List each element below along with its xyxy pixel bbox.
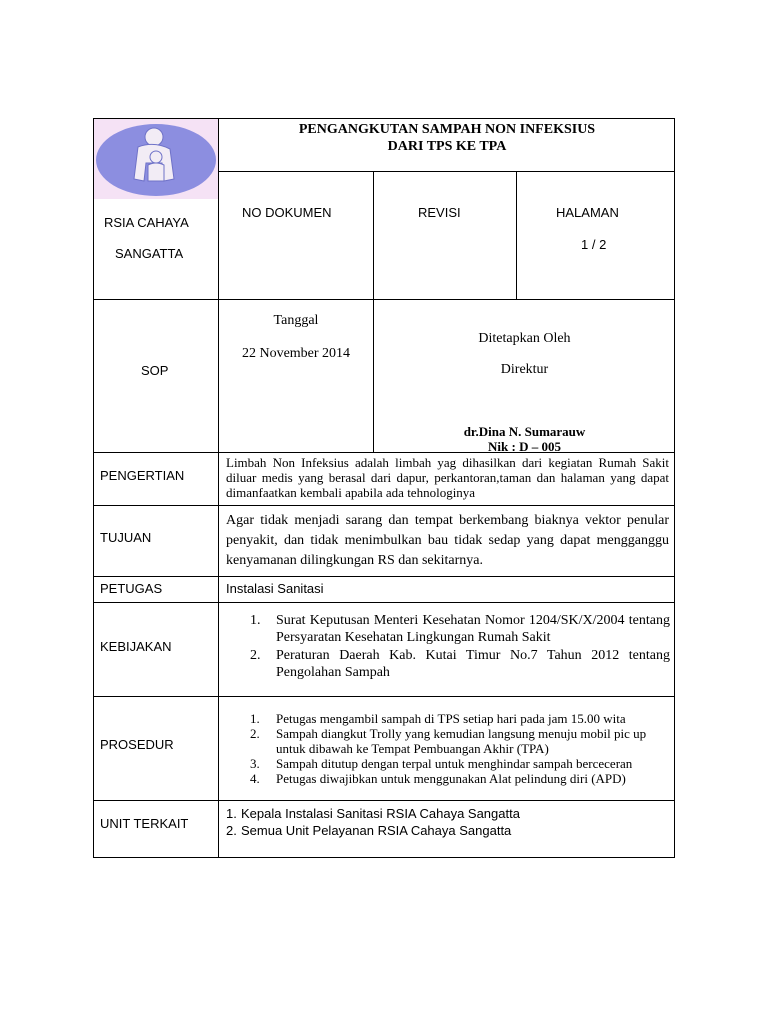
divider (218, 118, 219, 858)
divider (373, 171, 374, 299)
divider (93, 505, 675, 506)
petugas-text: Instalasi Sanitasi (226, 581, 324, 596)
list-item: 1. Surat Keputusan Menteri Kesehatan Nomor 1204/SK/X/2004 tentang Persyaratan Kesehatan Lingkungan Rumah Sakit (250, 613, 670, 645)
unit-terkait-list (226, 805, 666, 839)
kebijakan-list (250, 612, 670, 681)
list-item: 3. Sampah ditutup dengan terpal untuk menghindar sampah berceceran (250, 756, 633, 771)
logo-icon (94, 119, 218, 199)
hospital-name-line2: SANGATTA (115, 246, 184, 261)
tanggal-value: 22 November 2014 (241, 346, 351, 361)
pengertian-label: PENGERTIAN (100, 468, 185, 483)
document-title-line2: DARI TPS KE TPA (387, 139, 507, 154)
prosedur-label: PROSEDUR (100, 737, 174, 752)
hospital-name-line1: RSIA CAHAYA (104, 215, 189, 230)
divider (93, 696, 675, 697)
divider (516, 171, 517, 299)
tanggal-label: Tanggal (273, 313, 319, 328)
list-item: 2. Peraturan Daerah Kab. Kutai Timur No.7 Tahun 2012 tentang Pengolahan Sampah (250, 648, 670, 680)
divider (93, 800, 675, 801)
revisi-label: REVISI (418, 205, 461, 220)
jabatan-direktur: Direktur (500, 362, 549, 377)
list-item: 2. Sampah diangkut Trolly yang kemudian langsung menuju mobil pic up untuk dibawah ke Tempat Pembuangan Akhir (TPA) (250, 726, 647, 756)
nama-direktur: dr.Dina N. Sumarauw (463, 424, 586, 439)
divider (93, 602, 675, 603)
divider (218, 171, 675, 172)
divider (93, 576, 675, 577)
hospital-logo (94, 119, 218, 199)
divider (93, 299, 675, 300)
list-item: 2. Semua Unit Pelayanan RSIA Cahaya Sangatta (226, 823, 512, 838)
pengertian-text: Limbah Non Infeksius adalah limbah yag dihasilkan dari kegiatan Rumah Sakit diluar medis yang berasal dari dapur, perkantoran,taman dan halaman yang dapat dimanfaatkan kembali apabila ada tehnologinya (226, 455, 669, 500)
list-item: 1. Kepala Instalasi Sanitasi RSIA Cahaya Sangatta (226, 806, 520, 821)
halaman-label: HALAMAN (556, 205, 619, 220)
list-item: 1. Petugas mengambil sampah di TPS setiap hari pada jam 15.00 wita (250, 711, 626, 726)
petugas-label: PETUGAS (100, 581, 163, 596)
kebijakan-label: KEBIJAKAN (100, 639, 172, 654)
sop-document (93, 118, 675, 858)
list-item: 4. Petugas diwajibkan untuk menggunakan Alat pelindung diri (APD) (250, 771, 626, 786)
prosedur-list (250, 711, 670, 786)
tujuan-label: TUJUAN (100, 530, 152, 545)
nik-direktur: Nik : D – 005 (488, 439, 561, 454)
sop-label: SOP (141, 363, 169, 378)
unit-terkait-label: UNIT TERKAIT (100, 816, 189, 831)
document-title-line1: PENGANGKUTAN SAMPAH NON INFEKSIUS (298, 122, 596, 137)
no-dokumen-label: NO DOKUMEN (242, 205, 332, 220)
tujuan-text: Agar tidak menjadi sarang dan tempat berkembang biaknya vektor penular penyakit, dan tidak menimbulkan bau tidak sedap yang dapat mengganggu kenyamanan dilingkungan RS dan sekitarnya. (226, 513, 669, 568)
ditetapkan-label: Ditetapkan Oleh (478, 331, 571, 346)
halaman-value: 1 / 2 (581, 237, 607, 252)
